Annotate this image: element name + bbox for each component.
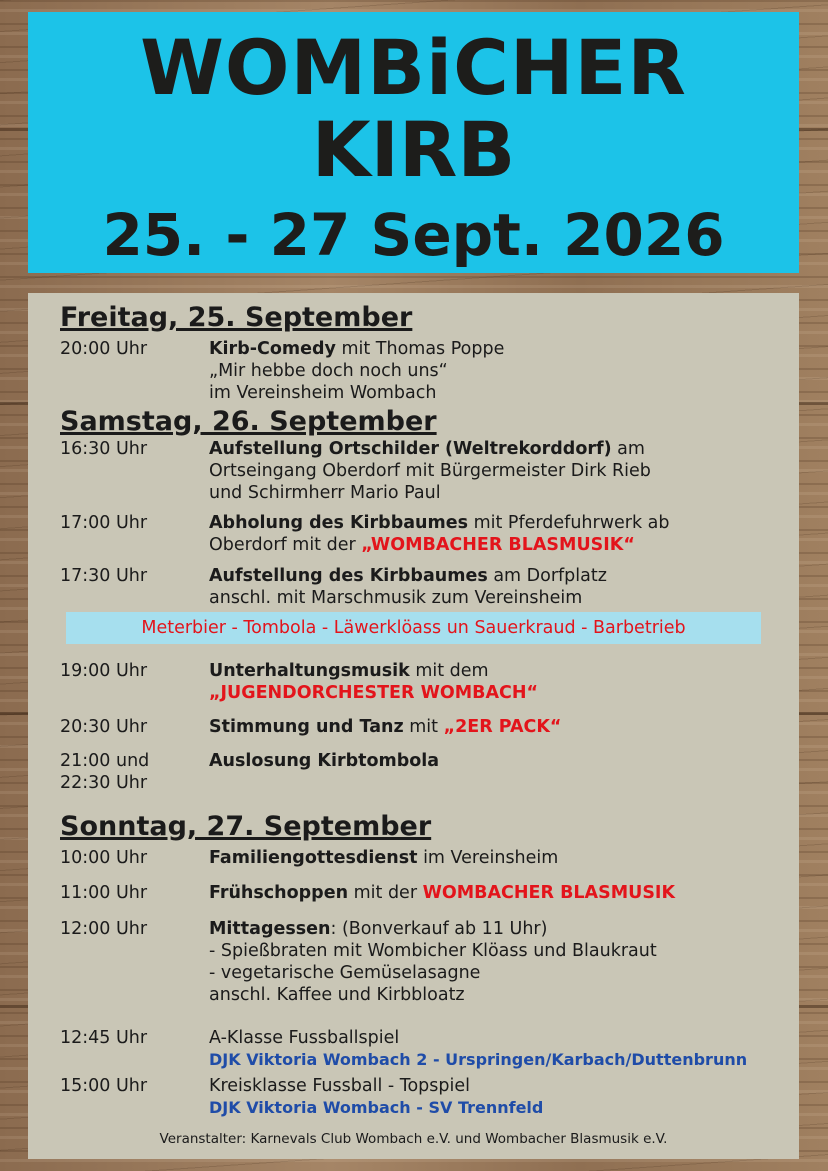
title-line-1: WOMBiCHER: [140, 23, 687, 112]
event-text: anschl. Kaffee und Kirbbloatz: [209, 985, 465, 1005]
event-description: [209, 512, 784, 556]
event-time: 17:30 Uhr: [60, 566, 148, 586]
event-time: 17:00 Uhr: [60, 513, 148, 533]
event-text: mit Pferdefuhrwerk ab: [468, 513, 670, 533]
event-title: Kirb-Comedy: [209, 339, 336, 359]
event-text: - vegetarische Gemüselasagne: [209, 963, 481, 983]
event-title: Abholung des Kirbbaumes: [209, 513, 469, 533]
event-description: [209, 918, 784, 1006]
event-date-range: 25. - 27 Sept. 2026: [102, 201, 725, 269]
match-teams: DJK Viktoria Wombach - SV Trennfeld: [209, 1098, 544, 1117]
event-title: Unterhaltungsmusik: [209, 661, 410, 681]
event-time: 20:30 Uhr: [60, 717, 148, 737]
event-title: Frühschoppen: [209, 883, 349, 903]
event-description: [209, 338, 784, 404]
day-heading-sunday: Sonntag, 27. September: [60, 811, 432, 842]
band-name: „2ER PACK“: [443, 717, 562, 737]
event-title: Aufstellung Ortschilder (Weltrekorddorf): [209, 439, 612, 459]
event-text: mit der: [348, 883, 423, 903]
band-name: WOMBACHER BLASMUSIK: [422, 883, 676, 903]
event-text: : (Bonverkauf ab 11 Uhr): [330, 919, 548, 939]
event-description: [209, 438, 784, 504]
event-title: Aufstellung des Kirbbaumes: [209, 566, 488, 586]
day-heading-friday: Freitag, 25. September: [60, 302, 413, 333]
event-text: Ortseingang Oberdorf mit Bürgermeister Dirk Rieb: [209, 461, 651, 481]
event-text: - Spießbraten mit Wombicher Klöass und Blaukraut: [209, 941, 657, 961]
event-description: [209, 882, 784, 904]
event-description: [209, 716, 784, 738]
event-description: [209, 660, 784, 704]
event-description: [209, 1075, 784, 1119]
band-name: „JUGENDORCHESTER WOMBACH“: [209, 683, 539, 703]
event-description: [209, 847, 784, 869]
event-text: Kreisklasse Fussball - Topspiel: [209, 1076, 470, 1096]
day-heading-saturday: Samstag, 26. September: [60, 406, 437, 437]
event-text: A-Klasse Fussballspiel: [209, 1028, 400, 1048]
poster-header: [28, 12, 799, 273]
band-name: „WOMBACHER BLASMUSIK“: [361, 535, 635, 555]
event-text: mit dem: [409, 661, 489, 681]
event-time: 21:00 und 22:30 Uhr: [60, 751, 150, 793]
event-description: [209, 1027, 784, 1071]
program-panel: [28, 293, 799, 1159]
organizer-footer: Veranstalter: Karnevals Club Wombach e.V. und Wombacher Blasmusik e.V.: [159, 1131, 668, 1147]
event-time: 20:00 Uhr: [60, 339, 148, 359]
event-text: im Vereinsheim Wombach: [209, 383, 437, 403]
event-time: 19:00 Uhr: [60, 661, 148, 681]
event-text: am Dorfplatz: [487, 566, 607, 586]
event-title: Auslosung Kirbtombola: [209, 751, 440, 771]
event-title: Familiengottesdienst: [209, 848, 418, 868]
event-time: 16:30 Uhr: [60, 439, 148, 459]
event-description: [209, 750, 784, 772]
title-line-2: KIRB: [311, 105, 516, 194]
event-time: 12:45 Uhr: [60, 1028, 148, 1048]
event-title: Stimmung und Tanz: [209, 717, 404, 737]
event-text: mit Thomas Poppe: [335, 339, 505, 359]
event-description: [209, 565, 784, 609]
offerings-banner: Meterbier - Tombola - Läwerklöass un Sauerkraud - Barbetrieb: [66, 612, 761, 644]
event-time: 10:00 Uhr: [60, 848, 148, 868]
event-text: mit: [403, 717, 444, 737]
event-time: 12:00 Uhr: [60, 919, 148, 939]
event-text: am: [611, 439, 645, 459]
event-text: Oberdorf mit der: [209, 535, 362, 555]
match-teams: DJK Viktoria Wombach 2 - Urspringen/Karbach/Duttenbrunn: [209, 1050, 748, 1069]
event-text: und Schirmherr Mario Paul: [209, 483, 441, 503]
event-text: im Vereinsheim: [417, 848, 559, 868]
event-text: „Mir hebbe doch noch uns“: [209, 361, 448, 381]
event-time: 15:00 Uhr: [60, 1076, 148, 1096]
event-text: anschl. mit Marschmusik zum Vereinsheim: [209, 588, 583, 608]
event-title: Mittagessen: [209, 919, 331, 939]
event-time: 11:00 Uhr: [60, 883, 148, 903]
